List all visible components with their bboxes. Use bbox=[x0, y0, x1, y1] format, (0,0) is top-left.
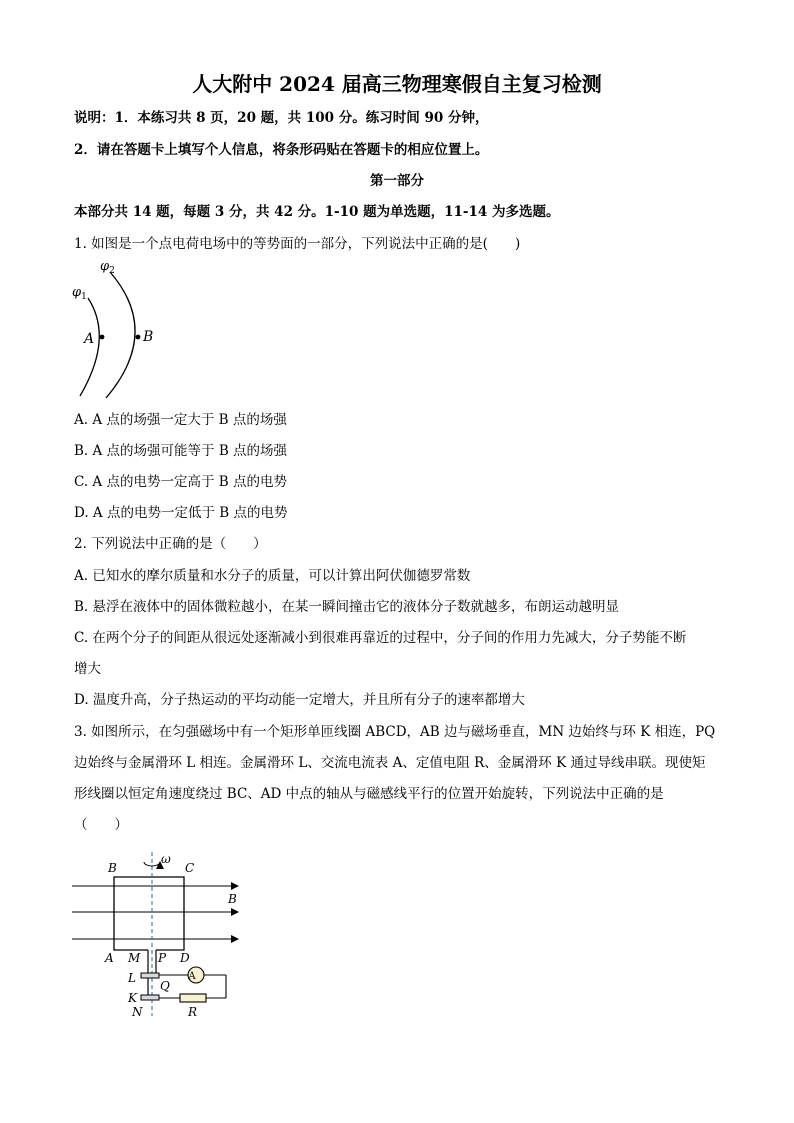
ring-l-label: L bbox=[128, 971, 136, 985]
q1-option-c: C. A 点的电势一定高于 B 点的电势 bbox=[74, 474, 287, 490]
resistor bbox=[180, 994, 206, 1002]
omega-label: ω bbox=[161, 852, 171, 866]
q1-stem: 1. 如图是一个点电荷电场中的等势面的一部分，下列说法中正确的是( ) bbox=[74, 236, 521, 252]
point-b-label: B bbox=[143, 329, 154, 345]
ammeter-label: A bbox=[188, 971, 196, 982]
equipotential-line-phi1 bbox=[80, 298, 99, 396]
q3-stem-line-3: 形线圈以恒定角速度绕过 BC、AD 中点的轴从与磁感线平行的位置开始旋转，下列说法中正确的是 bbox=[74, 786, 664, 802]
q1-option-b: B. A 点的场强可能等于 B 点的场强 bbox=[74, 443, 288, 459]
point-b-dot bbox=[136, 335, 141, 340]
section-description: 本部分共 14 题，每题 3 分，共 42 分。1-10 题为单选题，11-14 为多选题。 bbox=[74, 204, 560, 220]
corner-c-label: C bbox=[185, 861, 195, 875]
q2-stem: 2. 下列说法中正确的是（ ） bbox=[74, 536, 267, 552]
slip-ring-l bbox=[141, 973, 159, 978]
terminal-m-label: M bbox=[128, 951, 141, 965]
corner-b-label: B bbox=[108, 861, 117, 875]
section-title: 第一部分 bbox=[370, 173, 424, 189]
q3-generator-figure bbox=[60, 850, 260, 1025]
instructions-line-2: 2．请在答题卡上填写个人信息，将条形码贴在答题卡的相应位置上。 bbox=[74, 142, 489, 158]
q1-equipotential-figure bbox=[66, 256, 176, 406]
page-title: 人大附中 2024 届高三物理寒假自主复习检测 bbox=[192, 72, 602, 96]
point-a-label: A bbox=[84, 331, 95, 347]
q3-stem-line-1: 3. 如图所示，在匀强磁场中有一个矩形单匝线圈 ABCD，AB 边与磁场垂直，MN 边始终与环 K 相连，PQ bbox=[74, 724, 716, 740]
q1-option-d: D. A 点的电势一定低于 B 点的电势 bbox=[74, 505, 288, 521]
q2-option-b: B. 悬浮在液体中的固体微粒越小，在某一瞬间撞击它的液体分子数就越多，布朗运动越明显 bbox=[74, 599, 620, 615]
q1-option-a: A. A 点的场强一定大于 B 点的场强 bbox=[74, 412, 287, 428]
corner-a-label: A bbox=[105, 951, 114, 965]
q2-option-c-continued: 增大 bbox=[74, 661, 101, 677]
q2-option-c: C. 在两个分子的间距从很远处逐渐减小到很难再靠近的过程中，分子间的作用力先减大，分子势能不断 bbox=[74, 630, 687, 646]
q3-stem-line-4: （ ） bbox=[74, 817, 128, 833]
q2-option-a: A. 已知水的摩尔质量和水分子的质量，可以计算出阿伏伽德罗常数 bbox=[74, 568, 471, 584]
ring-k-label: K bbox=[128, 991, 137, 1005]
equipotential-line-phi2 bbox=[106, 272, 135, 398]
resistor-r-label: R bbox=[188, 1005, 198, 1019]
q2-option-d: D. 温度升高，分子热运动的平均动能一定增大，并且所有分子的速率都增大 bbox=[74, 692, 525, 708]
phi2-label: $\varphi_2$ bbox=[100, 259, 115, 276]
terminal-n-label: N bbox=[132, 1005, 143, 1019]
instructions-line-1: 说明：1．本练习共 8 页，20 题，共 100 分。练习时间 90 分钟， bbox=[74, 110, 489, 126]
terminal-q-label: Q bbox=[160, 979, 170, 993]
point-a-dot bbox=[100, 335, 105, 340]
slip-ring-k bbox=[141, 995, 159, 1000]
q3-stem-line-2: 边始终与金属滑环 L 相连。金属滑环 L、交流电流表 A、定值电阻 R、金属滑环 K 通过导线串联。现使矩 bbox=[74, 755, 706, 771]
corner-d-label: D bbox=[180, 951, 190, 965]
field-b-label: B bbox=[228, 892, 237, 906]
terminal-p-label: P bbox=[158, 951, 167, 965]
phi1-label: $\varphi_1$ bbox=[72, 285, 87, 302]
